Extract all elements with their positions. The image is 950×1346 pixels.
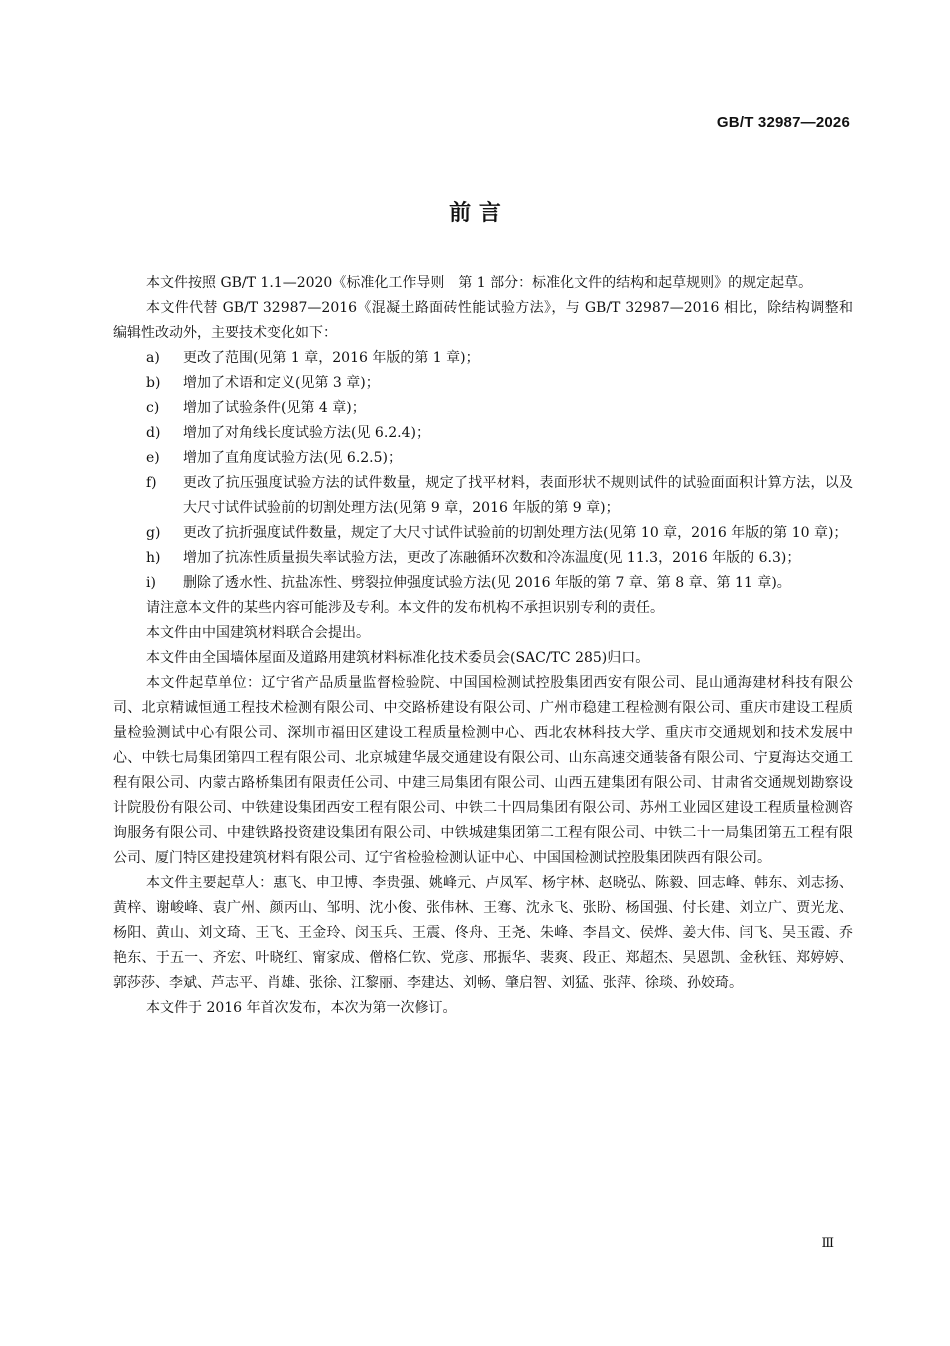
change-item-g [113, 521, 853, 546]
list-marker: c) [146, 400, 160, 416]
document-body [113, 271, 853, 1021]
paragraph-committee: 本文件由全国墙体屋面及道路用建筑材料标准化技术委员会(SAC/TC 285)归口。 [146, 650, 650, 666]
list-marker: f) [146, 475, 157, 491]
list-text: 删除了透水性、抗盐冻性、劈裂拉伸强度试验方法(见 2016 年版的第 7 章、第 8 章、第 11 章)。 [183, 575, 791, 591]
change-item-f [113, 471, 853, 521]
list-text: 增加了抗冻性质量损失率试验方法，更改了冻融循环次数和冷冻温度(见 11.3，2016 年版的 6.3)； [183, 550, 801, 566]
list-text: 增加了试验条件(见第 4 章)； [183, 400, 366, 416]
page-number: Ⅲ [821, 1236, 834, 1251]
change-item-c [113, 396, 853, 421]
standard-code-header: GB/T 32987—2026 [716, 114, 850, 131]
list-text: 增加了直角度试验方法(见 6.2.5)； [183, 450, 402, 466]
paragraph-drafters: 本文件主要起草人：惠飞、申卫博、李贵强、姚峰元、卢凤军、杨宇林、赵晓弘、陈毅、回志峰、韩东、刘志扬、黄梓、谢峻峰、袁广州、颜丙山、邹明、沈小俊、张伟林、王骞、沈永飞、张盼、杨国强、付长建、刘立广、贾光龙、杨阳、黄山、刘文琦、王飞、王金玲、闵玉兵、王震、佟舟、王尧、朱峰、李昌文、侯烨、姜大伟、闫飞、吴玉霞、乔艳东、于五一、齐宏、叶晓红、甯家成、僧格仁钦、党彦、邢振华、裴爽、段正、郑超杰、吴恩凯、金秋钰、郑婷婷、郭莎莎、李斌、芦志平、肖雄、张徐、江黎丽、李建达、刘畅、肇启智、刘猛、张萍、徐琰、孙姣琦。 [113, 875, 853, 991]
paragraph-drafting-rules: 本文件按照 GB/T 1.1—2020《标准化工作导则 第 1 部分：标准化文件的结构和起草规则》的规定起草。 [146, 275, 813, 291]
list-marker: a) [146, 350, 160, 366]
list-marker: g) [146, 525, 161, 541]
list-marker: e) [146, 450, 160, 466]
change-item-e [113, 446, 853, 471]
paragraph-publication-history: 本文件于 2016 年首次发布，本次为第一次修订。 [146, 1000, 457, 1016]
list-text: 增加了术语和定义(见第 3 章)； [183, 375, 380, 391]
list-text: 增加了对角线长度试验方法(见 6.2.4)； [183, 425, 430, 441]
list-marker: i) [146, 575, 156, 591]
change-item-i [113, 571, 853, 596]
change-item-a [113, 346, 853, 371]
list-text: 更改了抗折强度试件数量，规定了大尺寸试件试验前的切割处理方法(见第 10 章，2016 年版的第 10 章)； [183, 525, 848, 541]
change-item-d [113, 421, 853, 446]
list-text: 更改了抗压强度试验方法的试件数量，规定了找平材料，表面形状不规则试件的试验面面积计算方法，以及大尺寸试件试验前的切割处理方法(见第 9 章，2016 年版的第 9 章)； [183, 475, 853, 516]
list-marker: h) [146, 550, 161, 566]
list-marker: b) [146, 375, 161, 391]
list-marker: d) [146, 425, 161, 441]
paragraph-proposer: 本文件由中国建筑材料联合会提出。 [146, 625, 370, 641]
page-title: 前 言 [449, 201, 501, 226]
paragraph-replacement: 本文件代替 GB/T 32987—2016《混凝土路面砖性能试验方法》，与 GB/T 32987—2016 相比，除结构调整和编辑性改动外，主要技术变化如下： [113, 300, 853, 341]
paragraph-patent-notice: 请注意本文件的某些内容可能涉及专利。本文件的发布机构不承担识别专利的责任。 [146, 600, 664, 616]
change-item-h [113, 546, 853, 571]
paragraph-drafting-units: 本文件起草单位：辽宁省产品质量监督检验院、中国国检测试控股集团西安有限公司、昆山通海建材科技有限公司、北京精诚恒通工程技术检测有限公司、中交路桥建设有限公司、广州市稳建工程检测有限公司、重庆市建设工程质量检验测试中心有限公司、深圳市福田区建设工程质量检测中心、西北农林科技大学、重庆市交通规划和技术发展中心、中铁七局集团第四工程有限公司、北京城建华晟交通建设有限公司、山东高速交通装备有限公司、宁夏海达交通工程有限公司、内蒙古路桥集团有限责任公司、中建三局集团有限公司、山西五建集团有限公司、甘肃省交通规划勘察设计院股份有限公司、中铁建设集团西安工程有限公司、中铁二十四局集团有限公司、苏州工业园区建设工程质量检测咨询服务有限公司、中建铁路投资建设集团有限公司、中铁城建集团第二工程有限公司、中铁二十一局集团第五工程有限公司、厦门特区建投建筑材料有限公司、辽宁省检验检测认证中心、中国国检测试控股集团陕西有限公司。 [113, 675, 853, 866]
list-text: 更改了范围(见第 1 章，2016 年版的第 1 章)； [183, 350, 480, 366]
change-item-b [113, 371, 853, 396]
